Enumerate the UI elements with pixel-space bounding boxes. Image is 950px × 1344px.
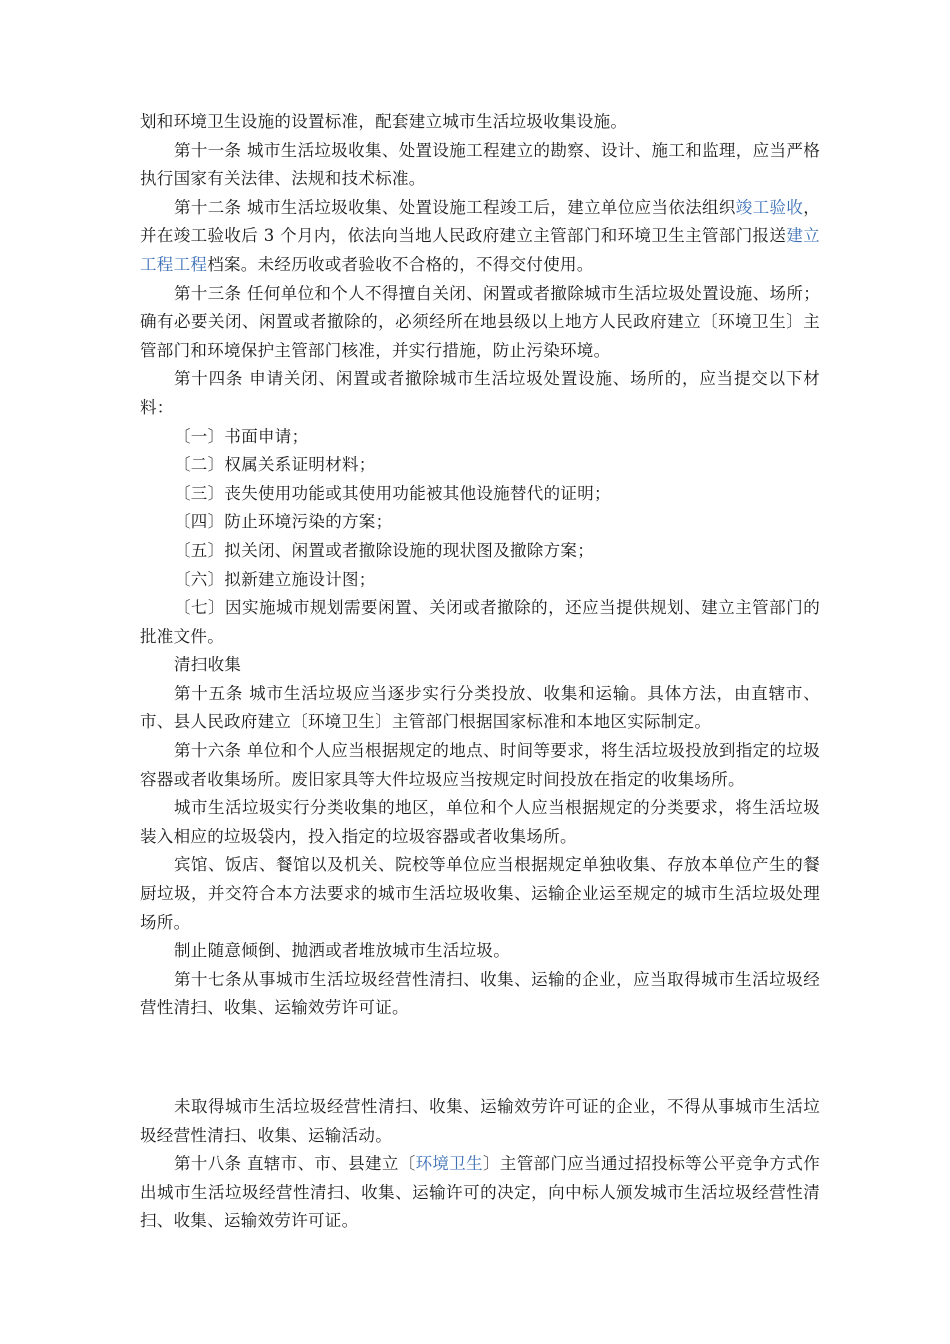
paragraph-text: 〔四〕防止环境污染的方案； [174,512,393,532]
paragraph [140,365,820,422]
paragraph-text: 第十二条 城市生活垃圾收集、处置设施工程竣工后，建立单位应当依法组织 [174,197,736,217]
paragraph [140,280,820,366]
paragraph [140,108,820,137]
paragraph [140,737,820,794]
paragraph-text: 〔三〕丧失使用功能或其使用功能被其他设施替代的证明； [174,483,611,503]
paragraph-text: 城市生活垃圾实行分类收集的地区，单位和个人应当根据规定的分类要求，将生活垃圾装入相应的垃圾袋内，投入指定的垃圾容器或者收集场所。 [140,798,820,846]
paragraph [140,1093,820,1150]
paragraph [140,423,820,452]
paragraph-text: 第十一条 城市生活垃圾收集、处置设施工程建立的勘察、设计、施工和监理，应当严格执行国家有关法律、法规和技术标准。 [140,140,820,189]
paragraph [140,480,820,509]
paragraph [140,566,820,595]
paragraph [140,1150,820,1236]
paragraph-text: 第十五条 城市生活垃圾应当逐步实行分类投放、收集和运输。具体方法，由直辖市、市、县人民政府建立〔环境卫生〕主管部门根据国家标准和本地区实际制定。 [140,683,820,732]
paragraph [140,794,820,851]
paragraph [140,851,820,937]
page-gap [140,1023,820,1093]
paragraph-text: 宾馆、饭店、餐馆以及机关、院校等单位应当根据规定单独收集、存放本单位产生的餐厨垃圾，并交符合本方法要求的城市生活垃圾收集、运输企业运至规定的城市生活垃圾处理场所。 [140,855,820,932]
paragraph-text: 清扫收集 [174,655,242,675]
paragraph-text: 第十四条 申请关闭、闲置或者撤除城市生活垃圾处置设施、场所的，应当提交以下材料： [140,369,820,417]
paragraph-text: 〔五〕拟关闭、闲置或者撤除设施的现状图及撤除方案； [174,540,594,560]
paragraph-text: 〔七〕因实施城市规划需要闲置、关闭或者撤除的，还应当提供规划、建立主管部门的批准文件。 [140,598,820,646]
paragraph-text: ，并在竣工验收后 3 个月内，依法向当地人民政府建立主管部门和环境卫生主管部门报送 [140,197,820,246]
document-body-bottom [140,1093,820,1236]
paragraph [140,680,820,737]
paragraph [140,137,820,194]
paragraph-text: 第十八条 直辖市、市、县建立〔 [174,1154,416,1174]
paragraph [140,537,820,566]
inline-link[interactable]: 建立工程工程 [140,226,820,274]
paragraph-text: 〔六〕拟新建立施设计图； [174,569,376,589]
paragraph-text: 〔二〕权属关系证明材料； [174,455,376,475]
document-body-top [140,108,820,1023]
paragraph-text: 〔一〕书面申请； [174,426,309,446]
paragraph-text: 第十六条 单位和个人应当根据规定的地点、时间等要求，将生活垃圾投放到指定的垃圾容器或者收集场所。废旧家具等大件垃圾应当按规定时间投放在指定的收集场所。 [140,741,820,789]
paragraph [140,451,820,480]
paragraph-text: 第十三条 任何单位和个人不得擅自关闭、闲置或者撤除城市生活垃圾处置设施、场所；确有必要关闭、闲置或者撤除的，必须经所在地县级以上地方人民政府建立〔环境卫生〕主管部门和环境保护主管部门核准，并实行措施，防止污染环境。 [140,283,820,360]
paragraph-text: 档案。未经历收或者验收不合格的，不得交付使用。 [207,254,594,274]
paragraph [140,966,820,1023]
paragraph [140,194,820,280]
paragraph-text: 划和环境卫生设施的设置标准，配套建立城市生活垃圾收集设施。 [140,112,628,131]
paragraph-text: 制止随意倾倒、抛洒或者堆放城市生活垃圾。 [174,941,510,961]
paragraph-text: 第十七条从事城市生活垃圾经营性清扫、收集、运输的企业，应当取得城市生活垃圾经营性清扫、收集、运输效劳许可证。 [140,969,820,1018]
inline-link[interactable]: 环境卫生 [415,1154,483,1174]
inline-link[interactable]: 竣工验收 [735,197,804,217]
paragraph [140,651,820,680]
paragraph-text: 未取得城市生活垃圾经营性清扫、收集、运输效劳许可证的企业，不得从事城市生活垃圾经营性清扫、收集、运输活动。 [140,1097,820,1145]
paragraph [140,594,820,651]
paragraph [140,508,820,537]
paragraph [140,937,820,966]
document-page [140,108,820,1236]
paragraph-text: 〕主管部门应当通过招投标等公平竞争方式作出城市生活垃圾经营性清扫、收集、运输许可的决定，向中标人颁发城市生活垃圾经营性清扫、收集、运输效劳许可证。 [140,1154,821,1231]
